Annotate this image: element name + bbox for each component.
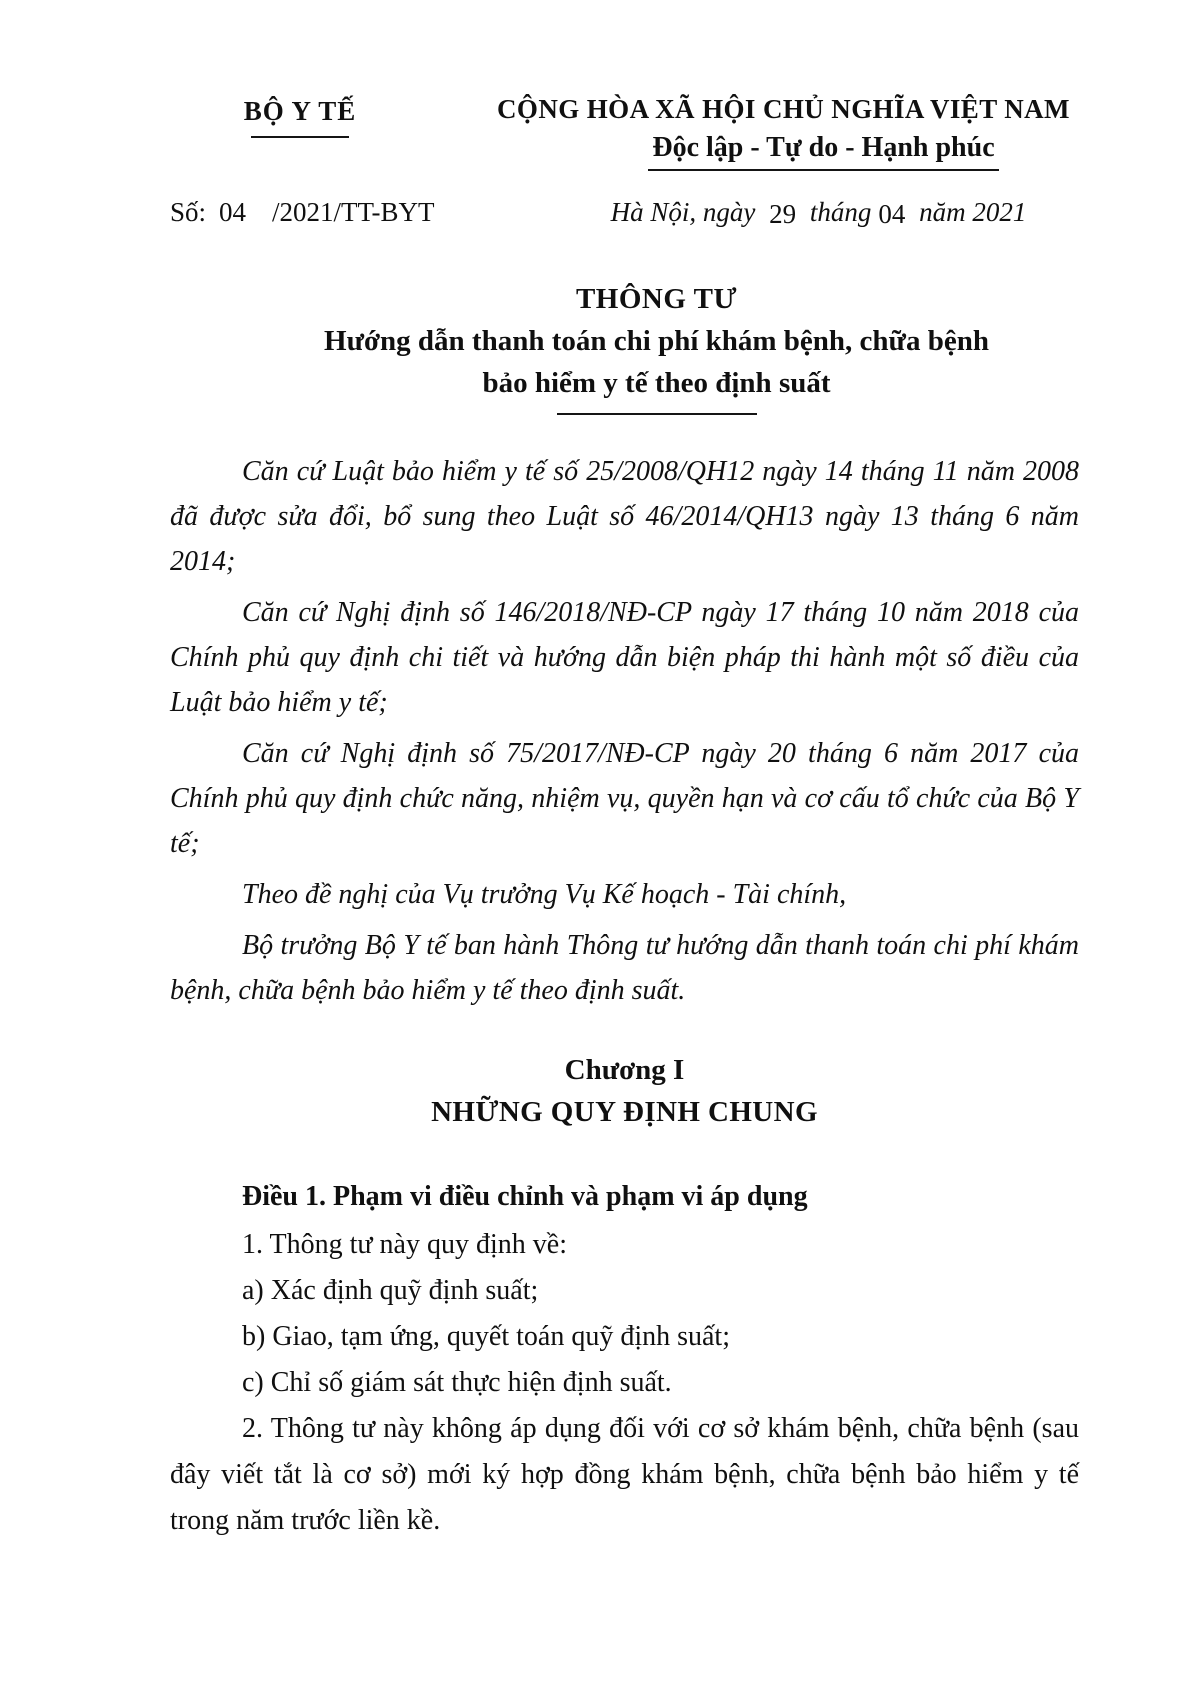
reference-row bbox=[170, 197, 1079, 228]
dateline bbox=[500, 197, 1079, 228]
document-number-value: 04 bbox=[219, 197, 247, 227]
title-block bbox=[170, 278, 1079, 415]
clause-paragraph: b) Giao, tạm ứng, quyết toán quỹ định suất; bbox=[242, 1321, 730, 1352]
letterhead bbox=[170, 94, 1079, 171]
document-number-code: /2021/TT-BYT bbox=[272, 197, 435, 227]
chapter-title: NHỮNG QUY ĐỊNH CHUNG bbox=[431, 1096, 818, 1128]
national-motto-line2-wrap bbox=[488, 132, 1079, 171]
national-header-block bbox=[430, 94, 1079, 171]
dateline-month-label: tháng bbox=[809, 197, 872, 227]
national-motto-line1: CỘNG HÒA XÃ HỘI CHỦ NGHĨA VIỆT NAM bbox=[497, 94, 1070, 124]
document-subject-line1: Hướng dẫn thanh toán chi phí khám bệnh, chữa bệnh bbox=[324, 325, 989, 357]
document-subject-line2: bảo hiểm y tế theo định suất bbox=[482, 367, 831, 399]
preamble-section bbox=[170, 449, 1079, 1013]
clause-paragraph: a) Xác định quỹ định suất; bbox=[242, 1275, 539, 1306]
preamble-paragraph: Bộ trưởng Bộ Y tế ban hành Thông tư hướng dẫn thanh toán chi phí khám bệnh, chữa bệnh bảo hiểm y tế theo định suất. bbox=[170, 930, 1079, 1006]
issuing-agency-name: BỘ Y TẾ bbox=[243, 96, 357, 126]
title-separator bbox=[557, 413, 757, 415]
article-section bbox=[170, 1173, 1079, 1544]
clause-paragraph: 2. Thông tư này không áp dụng đối với cơ sở khám bệnh, chữa bệnh (sau đây viết tắt là cơ sở) mới ký hợp đồng khám bệnh, chữa bệnh bảo hiểm y tế trong năm trước liền kề. bbox=[170, 1413, 1079, 1536]
dateline-place-prefix: Hà Nội, ngày bbox=[610, 197, 756, 227]
preamble-paragraph: Theo đề nghị của Vụ trưởng Vụ Kế hoạch - Tài chính, bbox=[242, 879, 847, 910]
dateline-year-label: năm 2021 bbox=[919, 197, 1027, 227]
preamble-paragraph: Căn cứ Nghị định số 146/2018/NĐ-CP ngày 17 tháng 10 năm 2018 của Chính phủ quy định chi tiết và hướng dẫn biện pháp thi hành một số điều của Luật bảo hiểm y tế; bbox=[170, 597, 1079, 718]
clause-paragraph: c) Chỉ số giám sát thực hiện định suất. bbox=[242, 1367, 672, 1398]
dateline-month: 04 bbox=[878, 199, 906, 229]
article-heading: Điều 1. Phạm vi điều chỉnh và phạm vi áp dụng bbox=[242, 1181, 808, 1212]
clause-paragraph: 1. Thông tư này quy định về: bbox=[242, 1229, 567, 1260]
document-number-label: Số: bbox=[170, 197, 207, 227]
chapter-block bbox=[170, 1049, 1079, 1133]
document-number bbox=[170, 197, 500, 228]
agency-underline bbox=[251, 136, 349, 138]
issuing-agency-block bbox=[170, 94, 430, 138]
preamble-paragraph: Căn cứ Nghị định số 75/2017/NĐ-CP ngày 20 tháng 6 năm 2017 của Chính phủ quy định chức năng, nhiệm vụ, quyền hạn và cơ cấu tổ chức của Bộ Y tế; bbox=[170, 738, 1079, 859]
document-type-title: THÔNG TƯ bbox=[575, 283, 738, 315]
dateline-day: 29 bbox=[769, 199, 797, 229]
national-motto-line2: Độc lập - Tự do - Hạnh phúc bbox=[648, 132, 998, 171]
preamble-paragraph: Căn cứ Luật bảo hiểm y tế số 25/2008/QH12 ngày 14 tháng 11 năm 2008 đã được sửa đổi, bổ sung theo Luật số 46/2014/QH13 ngày 13 tháng 6 năm 2014; bbox=[170, 456, 1079, 577]
chapter-number: Chương I bbox=[564, 1054, 685, 1086]
